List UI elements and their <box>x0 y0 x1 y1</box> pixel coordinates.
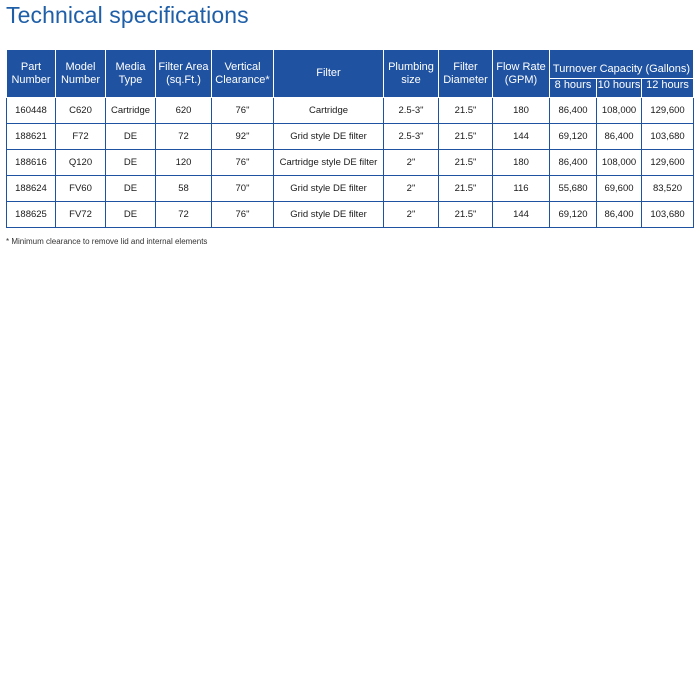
cell-vertical-clearance: 76" <box>212 202 274 228</box>
cell-filter-area: 72 <box>156 124 212 150</box>
cell-media-type: DE <box>106 176 156 202</box>
cell-filter: Grid style DE filter <box>274 202 384 228</box>
header-media-type: Media Type <box>106 50 156 98</box>
cell-model-number: FV60 <box>56 176 106 202</box>
cell-media-type: Cartridge <box>106 98 156 124</box>
cell-filter-diameter: 21.5" <box>439 124 493 150</box>
cell-10-hours: 108,000 <box>597 150 642 176</box>
header-turnover-capacity: Turnover Capacity (Gallons) <box>550 50 694 79</box>
cell-vertical-clearance: 76" <box>212 150 274 176</box>
cell-part-number: 188621 <box>7 124 56 150</box>
cell-media-type: DE <box>106 124 156 150</box>
cell-vertical-clearance: 92" <box>212 124 274 150</box>
cell-plumbing-size: 2.5-3" <box>384 124 439 150</box>
header-vertical-clearance: Vertical Clearance* <box>212 50 274 98</box>
cell-8-hours: 55,680 <box>550 176 597 202</box>
cell-model-number: F72 <box>56 124 106 150</box>
table-row <box>7 176 694 202</box>
cell-plumbing-size: 2" <box>384 176 439 202</box>
cell-10-hours: 86,400 <box>597 124 642 150</box>
cell-vertical-clearance: 70" <box>212 176 274 202</box>
header-model-number: Model Number <box>56 50 106 98</box>
cell-10-hours: 69,600 <box>597 176 642 202</box>
header-10-hours: 10 hours <box>597 79 642 98</box>
cell-12-hours: 103,680 <box>642 124 694 150</box>
cell-vertical-clearance: 76" <box>212 98 274 124</box>
cell-filter-area: 120 <box>156 150 212 176</box>
table-row <box>7 202 694 228</box>
cell-12-hours: 129,600 <box>642 98 694 124</box>
cell-flow-rate: 180 <box>493 150 550 176</box>
cell-model-number: FV72 <box>56 202 106 228</box>
cell-flow-rate: 144 <box>493 202 550 228</box>
cell-media-type: DE <box>106 202 156 228</box>
cell-8-hours: 69,120 <box>550 124 597 150</box>
table-row <box>7 124 694 150</box>
cell-12-hours: 83,520 <box>642 176 694 202</box>
cell-8-hours: 86,400 <box>550 98 597 124</box>
cell-10-hours: 108,000 <box>597 98 642 124</box>
cell-8-hours: 86,400 <box>550 150 597 176</box>
header-8-hours: 8 hours <box>550 79 597 98</box>
cell-filter: Cartridge style DE filter <box>274 150 384 176</box>
cell-12-hours: 129,600 <box>642 150 694 176</box>
cell-part-number: 188625 <box>7 202 56 228</box>
cell-model-number: C620 <box>56 98 106 124</box>
cell-plumbing-size: 2.5-3" <box>384 98 439 124</box>
header-plumbing-size: Plumbing size <box>384 50 439 98</box>
header-filter: Filter <box>274 50 384 98</box>
cell-filter-diameter: 21.5" <box>439 202 493 228</box>
cell-filter-diameter: 21.5" <box>439 98 493 124</box>
cell-flow-rate: 116 <box>493 176 550 202</box>
cell-model-number: Q120 <box>56 150 106 176</box>
cell-filter: Cartridge <box>274 98 384 124</box>
page-title: Technical specifications <box>6 2 249 28</box>
cell-filter: Grid style DE filter <box>274 176 384 202</box>
cell-filter-area: 72 <box>156 202 212 228</box>
cell-flow-rate: 180 <box>493 98 550 124</box>
cell-plumbing-size: 2" <box>384 150 439 176</box>
table-row <box>7 150 694 176</box>
cell-filter-diameter: 21.5" <box>439 176 493 202</box>
cell-part-number: 188624 <box>7 176 56 202</box>
specifications-table <box>6 49 694 228</box>
header-filter-diameter: Filter Diameter <box>439 50 493 98</box>
table-row <box>7 98 694 124</box>
cell-flow-rate: 144 <box>493 124 550 150</box>
header-12-hours: 12 hours <box>642 79 694 98</box>
cell-filter-area: 58 <box>156 176 212 202</box>
cell-media-type: DE <box>106 150 156 176</box>
header-filter-area: Filter Area (sq.Ft.) <box>156 50 212 98</box>
header-part-number: Part Number <box>7 50 56 98</box>
cell-8-hours: 69,120 <box>550 202 597 228</box>
header-flow-rate: Flow Rate (GPM) <box>493 50 550 98</box>
cell-plumbing-size: 2" <box>384 202 439 228</box>
cell-12-hours: 103,680 <box>642 202 694 228</box>
cell-filter-diameter: 21.5" <box>439 150 493 176</box>
cell-10-hours: 86,400 <box>597 202 642 228</box>
clearance-footnote: * Minimum clearance to remove lid and internal elements <box>6 237 208 246</box>
cell-part-number: 188616 <box>7 150 56 176</box>
cell-part-number: 160448 <box>7 98 56 124</box>
cell-filter: Grid style DE filter <box>274 124 384 150</box>
cell-filter-area: 620 <box>156 98 212 124</box>
